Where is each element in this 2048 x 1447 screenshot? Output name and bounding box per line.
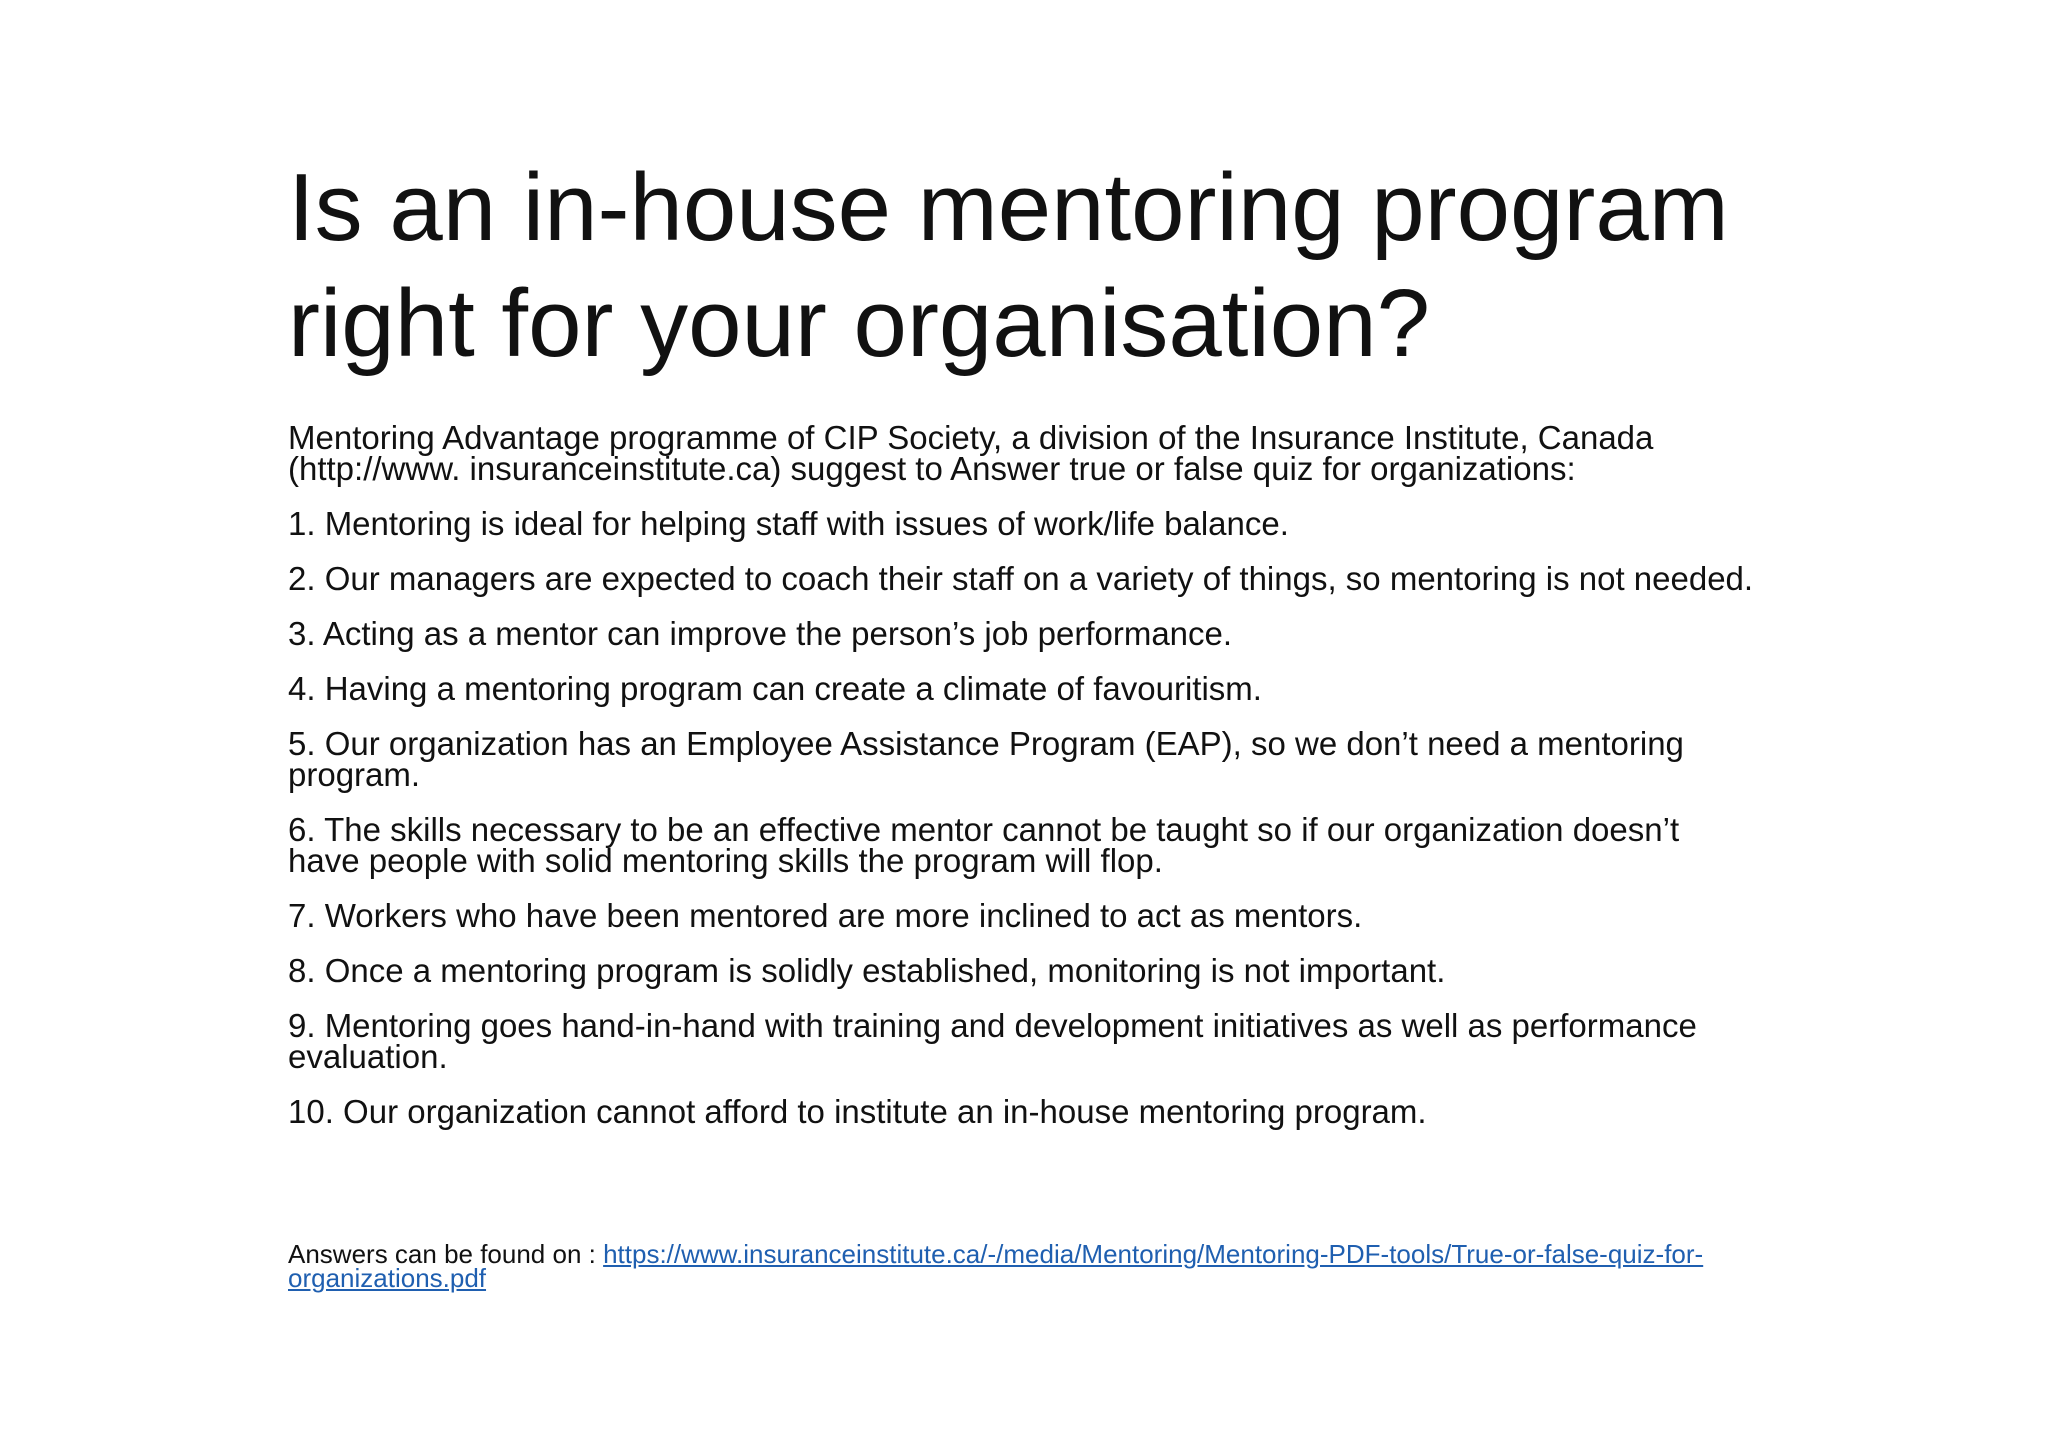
answers-label: Answers can be found on : [288, 1239, 604, 1269]
quiz-item-8: 8. Once a mentoring program is solidly established, monitoring is not important. [288, 952, 1446, 989]
quiz-item-9: 9. Mentoring goes hand-in-hand with training and development initiatives as well as performance evaluation. [288, 1007, 1697, 1075]
intro-paragraph: Mentoring Advantage programme of CIP Society, a division of the Insurance Institute, Canada (http://www. insuranceinstitute.ca) suggest to Answer true or false quiz for organizations: [288, 419, 1654, 487]
quiz-item-1: 1. Mentoring is ideal for helping staff with issues of work/life balance. [288, 505, 1289, 542]
quiz-item-2: 2. Our managers are expected to coach their staff on a variety of things, so mentoring is not needed. [288, 560, 1754, 597]
quiz-item-7: 7. Workers who have been mentored are more inclined to act as mentors. [288, 897, 1363, 934]
quiz-item-6: 6. The skills necessary to be an effective mentor cannot be taught so if our organization doesn’t have people with solid mentoring skills the program will flop. [288, 811, 1680, 879]
answers-note [288, 1239, 1758, 1293]
quiz-item-3: 3. Acting as a mentor can improve the person’s job performance. [288, 615, 1233, 652]
quiz-item-10: 10. Our organization cannot afford to institute an in-house mentoring program. [288, 1093, 1427, 1130]
answers-link[interactable]: https://www.insuranceinstitute.ca/-/media/Mentoring/Mentoring-PDF-tools/True-or-false-quiz-for-organizations.pdf [288, 1239, 1704, 1293]
slide-body [288, 419, 1758, 1151]
quiz-list [288, 505, 1758, 1130]
slide-title: Is an in-house mentoring program right for your organisation? [288, 154, 1729, 377]
quiz-item-4: 4. Having a mentoring program can create a climate of favouritism. [288, 670, 1262, 707]
quiz-item-5: 5. Our organization has an Employee Assistance Program (EAP), so we don’t need a mentoring program. [288, 725, 1684, 793]
